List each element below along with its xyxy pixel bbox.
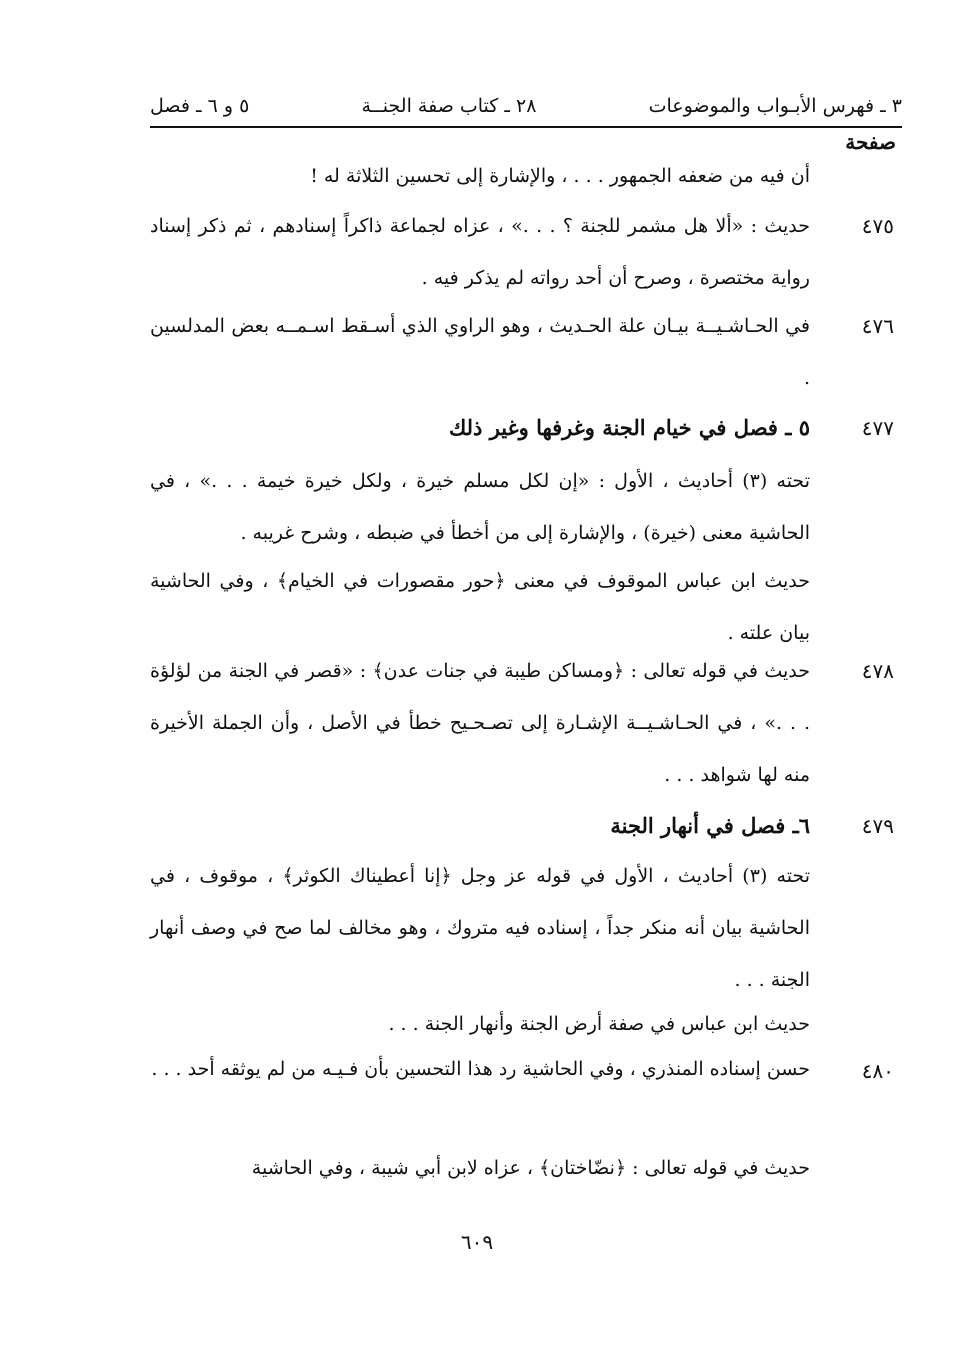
entry-page-ref: ٤٧٩ bbox=[861, 814, 894, 838]
index-entry bbox=[150, 998, 902, 1050]
entry-text: حديث في قوله تعالى : ﴿نضّاختان﴾ ، عزاه لابن أبي شيبة ، وفي الحاشية bbox=[251, 1157, 810, 1179]
entry-page-ref: ٤٧٨ bbox=[861, 659, 894, 683]
index-entry bbox=[150, 645, 902, 801]
page-number: ٦٠٩ bbox=[460, 1230, 494, 1254]
entry-text: تحته (٣) أحاديث ، الأول في قوله عز وجل ﴿إنا أعطيناك الكوثر﴾ ، موقوف ، في الحاشية بيان أنه منكر جداً ، إسناده فيه متروك ، وهو مخالف لما صح في وصف أنهار الجنة . . . bbox=[150, 865, 810, 991]
index-entry bbox=[150, 555, 902, 659]
entry-text: حديث في قوله تعالى : ﴿ومساكن طيبة في جنات عدن﴾ : «قصر في الجنة من لؤلؤة . . .» ، في الحـاشـيــة الإشـارة إلى تصـحـيح خطأ في الأصل ، وأن الجملة الأخيرة منه لها شواهد . . . bbox=[150, 660, 810, 786]
header-divider bbox=[150, 126, 902, 128]
index-entry bbox=[150, 1045, 902, 1097]
header-section-title: ٣ ـ فهرس الأبـواب والموضوعات bbox=[648, 95, 902, 117]
entry-page-ref: ٤٧٥ bbox=[861, 214, 894, 238]
entry-page-ref: ٤٨٠ bbox=[861, 1059, 894, 1083]
index-entry bbox=[150, 150, 902, 202]
section-heading: ٦ـ فصل في أنهار الجنة bbox=[610, 813, 810, 838]
index-entry bbox=[150, 850, 902, 1006]
entry-text: حديث ابن عباس الموقوف في معنى ﴿حور مقصورات في الخيام﴾ ، وفي الحاشية بيان علته . bbox=[150, 570, 810, 644]
running-header bbox=[150, 88, 902, 124]
entry-text: أن فيه من ضعفه الجمهور . . . ، والإشارة إلى تحسين الثلاثة له ! bbox=[310, 165, 810, 187]
page-column-label: صفحة bbox=[845, 130, 896, 154]
entry-text: حسن إسناده المنذري ، وفي الحاشية رد هذا التحسين بأن فـيـه من لم يوثقه أحد . . . bbox=[151, 1058, 810, 1080]
entry-text: تحته (٣) أحاديث ، الأول : «إن لكل مسلم خيرة ، ولكل خيرة خيمة . . .» ، في الحاشية معنى (خيرة) ، والإشارة إلى من أخطأ في ضبطه ، وشرح غريبه . bbox=[150, 470, 810, 544]
index-entry bbox=[150, 1142, 902, 1194]
entry-text: في الحـاشـيــة بيـان علة الحـديث ، وهو الراوي الذي أسـقط اسـمــه بعض المدلسين . bbox=[150, 315, 810, 389]
section-heading-entry bbox=[150, 800, 902, 852]
entry-page-ref: ٤٧٦ bbox=[861, 314, 894, 338]
header-chapter-title: ٥ و ٦ ـ فصل bbox=[150, 95, 250, 117]
section-heading-entry bbox=[150, 402, 902, 454]
entry-text: حديث ابن عباس في صفة أرض الجنة وأنهار الجنة . . . bbox=[388, 1013, 810, 1035]
index-entry bbox=[150, 200, 902, 304]
section-heading: ٥ ـ فصل في خيام الجنة وغرفها وغير ذلك bbox=[448, 415, 810, 440]
index-entry bbox=[150, 455, 902, 559]
entry-text: حديث : «ألا هل مشمر للجنة ؟ . . .» ، عزاه لجماعة ذاكراً إسنادهم ، ثم ذكر إسناد رواية مختصرة ، وصرح أن أحد رواته لم يذكر فيه . bbox=[150, 215, 810, 289]
entry-page-ref: ٤٧٧ bbox=[861, 416, 894, 440]
header-book-title: ٢٨ ـ كتاب صفة الجنــة bbox=[361, 95, 537, 117]
index-entry bbox=[150, 300, 902, 404]
